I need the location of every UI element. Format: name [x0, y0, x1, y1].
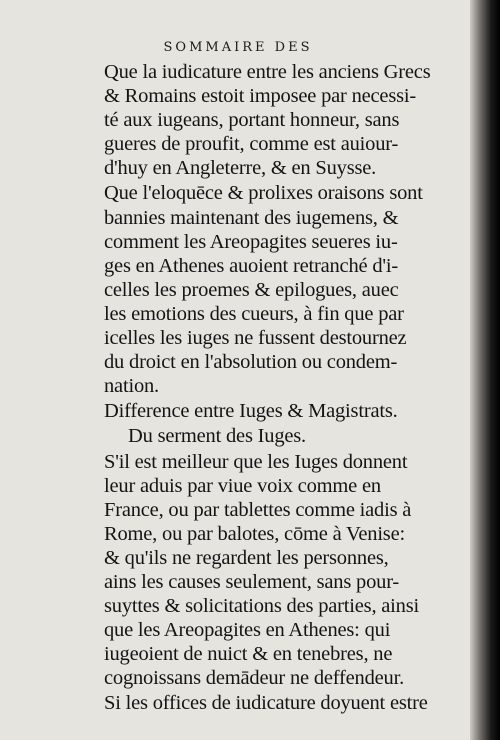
text-line: comment les Areopagites seueres iu-: [104, 230, 398, 253]
text-line: gueres de proufit, comme est auiour-: [104, 133, 399, 156]
text-line: & Romains estoit imposee par necessi-: [104, 85, 416, 108]
entry-6: [104, 691, 460, 715]
entry-1: [104, 60, 460, 180]
text-line: Que la iudicature entre les anciens Grecs: [104, 61, 431, 83]
entry-4: [104, 424, 460, 448]
entry-2: [104, 181, 460, 398]
text-line: Du serment des Iuges.: [128, 425, 306, 448]
text-line: France, ou par tablettes comme iadis à: [104, 498, 412, 521]
text-line: Que l'eloquēce & prolixes oraisons sont: [104, 182, 423, 205]
text-line: & qu'ils ne regardent les personnes,: [104, 546, 389, 569]
entry-3: [104, 399, 460, 423]
text-line: iugeoient de nuict & en tenebres, ne: [104, 643, 393, 666]
text-line: Si les offices de iudicature doyuent estre: [104, 692, 428, 715]
text-line: bannies maintenant des iugemens, &: [104, 206, 399, 229]
text-line: du droict en l'absolution ou condem-: [104, 351, 398, 374]
running-header: SOMMAIRE DES: [163, 40, 313, 55]
text-line: leur aduis par viue voix comme en: [104, 474, 381, 497]
text-line: Rome, ou par balotes, cōme à Venise:: [104, 522, 405, 545]
text-line: celles les proemes & epilogues, auec: [104, 278, 399, 301]
page-edge-shadow: [470, 0, 500, 740]
text-line: que les Areopagites en Athenes: qui: [104, 619, 391, 642]
text-line: les emotions des cueurs, à fin que par: [104, 302, 404, 325]
text-line: nation.: [104, 375, 159, 398]
text-line: té aux iugeans, portant honneur, sans: [104, 109, 400, 132]
summary-text: [104, 60, 460, 717]
text-line: S'il est meilleur que les Iuges donnent: [104, 450, 408, 473]
text-line: ains les causes seulement, sans pour-: [104, 570, 400, 593]
text-line: Difference entre Iuges & Magistrats.: [104, 400, 398, 423]
text-line: suyttes & solicitations des parties, ainsi: [104, 595, 420, 618]
entry-5: [104, 450, 460, 691]
text-line: ges en Athenes auoient retranché d'i-: [104, 254, 398, 277]
text-line: cognoissans demādeur ne deffendeur.: [104, 667, 405, 690]
text-line: d'huy en Angleterre, & en Suysse.: [104, 157, 377, 180]
text-line: icelles les iuges ne fussent destournez: [104, 327, 407, 350]
